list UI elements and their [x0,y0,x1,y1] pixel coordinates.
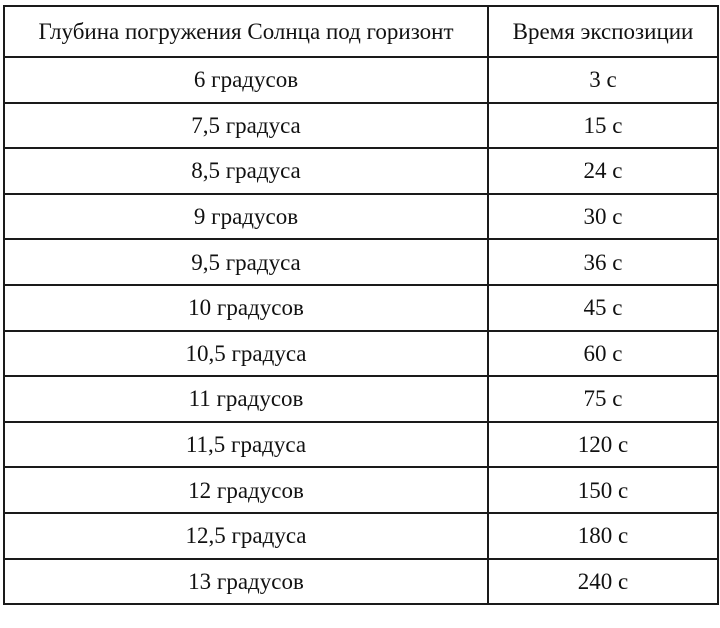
table-row [4,331,718,377]
table-row [4,103,718,149]
depth-cell: 9 градусов [4,194,488,240]
exposure-cell: 150 с [488,467,718,513]
table-row [4,513,718,559]
depth-cell: 12 градусов [4,467,488,513]
exposure-cell: 30 с [488,194,718,240]
exposure-cell: 180 с [488,513,718,559]
table-row [4,194,718,240]
depth-cell: 9,5 градуса [4,239,488,285]
depth-cell: 11,5 градуса [4,422,488,468]
depth-cell: 11 градусов [4,376,488,422]
table-row [4,148,718,194]
header-row [4,6,718,57]
table-row [4,467,718,513]
depth-cell: 6 градусов [4,57,488,103]
depth-cell: 10 градусов [4,285,488,331]
depth-cell: 8,5 градуса [4,148,488,194]
table-row [4,57,718,103]
table-body [4,57,718,604]
table-row [4,559,718,605]
depth-cell: 10,5 градуса [4,331,488,377]
table-row [4,239,718,285]
table-row [4,422,718,468]
depth-cell: 7,5 градуса [4,103,488,149]
exposure-cell: 15 с [488,103,718,149]
depth-cell: 12,5 градуса [4,513,488,559]
table-header [4,6,718,57]
header-exposure: Время экспозиции [488,6,718,57]
exposure-cell: 3 с [488,57,718,103]
exposure-cell: 36 с [488,239,718,285]
header-depth: Глубина погружения Солнца под горизонт [4,6,488,57]
table-row [4,376,718,422]
exposure-cell: 120 с [488,422,718,468]
exposure-cell: 45 с [488,285,718,331]
table-row [4,285,718,331]
exposure-cell: 24 с [488,148,718,194]
exposure-cell: 75 с [488,376,718,422]
depth-cell: 13 градусов [4,559,488,605]
exposure-cell: 60 с [488,331,718,377]
exposure-cell: 240 с [488,559,718,605]
exposure-table [3,5,719,605]
